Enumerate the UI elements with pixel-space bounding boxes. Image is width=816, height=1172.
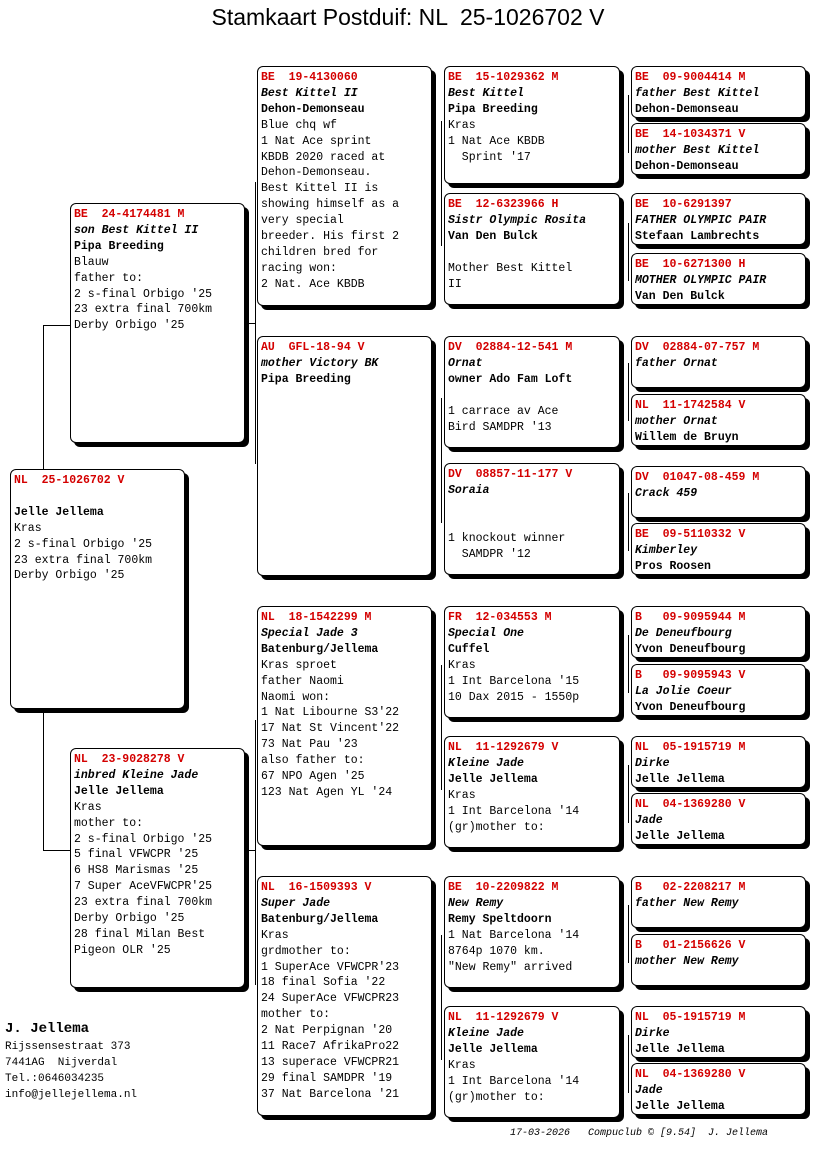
pigeon-card-gen4[interactable] (631, 253, 806, 305)
pigeon-spacer (448, 515, 616, 531)
pigeon-info-line: (gr)mother to: (448, 1090, 545, 1104)
pigeon-name: son Best Kittel II (74, 223, 199, 237)
pigeon-info-line: 8764p 1070 km. (448, 944, 545, 958)
pigeon-owner: Jelle Jellema (448, 772, 538, 786)
pigeon-info-line: Kras sproet (261, 658, 337, 672)
pigeon-ring-number: NL 11-1292679 V (448, 741, 559, 754)
pigeon-card-gen3[interactable] (444, 193, 620, 305)
breeder-phone: Tel.:0646034235 (5, 1073, 105, 1085)
pigeon-info-line: 2 s-final Orbigo '25 (74, 287, 213, 301)
pigeon-name: Super Jade (261, 896, 331, 910)
pigeon-ring-number: NL 04-1369280 V (635, 1068, 746, 1081)
pigeon-info-line: 10 Dax 2015 - 1550p (448, 690, 580, 704)
pigeon-ring-number: NL 16-1509393 V (261, 881, 372, 894)
breeder-city: 7441AG Nijverdal (5, 1057, 118, 1069)
pigeon-name: Kleine Jade (448, 1026, 524, 1040)
pigeon-info-line: 73 Nat Pau '23 (261, 738, 358, 752)
pigeon-ring-number: NL 23-9028278 V (74, 753, 185, 766)
pigeon-owner: Batenburg/Jellema (261, 912, 379, 926)
pigeon-info-line: II (448, 277, 462, 291)
pigeon-card-gen3[interactable] (444, 876, 620, 988)
pigeon-info-line: 24 SuperAce VFWCPR23 (261, 992, 400, 1006)
pigeon-card-subject[interactable] (10, 469, 185, 709)
pigeon-name: Dirke (635, 756, 670, 770)
pigeon-name: mother New Remy (635, 954, 739, 968)
pigeon-owner: Pipa Breeding (448, 102, 538, 116)
pigeon-name: father Ornat (635, 356, 718, 370)
connector-gen1a-stub (246, 323, 256, 324)
pigeon-info-line: (gr)mother to: (448, 820, 545, 834)
pigeon-ring-number: NL 05-1915719 M (635, 1011, 746, 1024)
pigeon-owner: Jelle Jellema (448, 1042, 538, 1056)
pigeon-card-gen3[interactable] (444, 463, 620, 575)
pigeon-info-line: Blauw (74, 255, 109, 269)
pigeon-card-gen4[interactable] (631, 66, 806, 118)
pigeon-info-line: 2 Nat Perpignan '20 (261, 1024, 393, 1038)
pigeon-owner: Dehon-Demonseau (261, 102, 365, 116)
pigeon-card-gen4[interactable] (631, 193, 806, 245)
pigeon-ring-number: FR 12-034553 M (448, 611, 552, 624)
pigeon-ring-number: BE 24-4174481 M (74, 208, 185, 221)
pigeon-ring-number: B 09-9095944 M (635, 611, 746, 624)
pigeon-info-line: Bird SAMDPR '13 (448, 420, 552, 434)
pigeon-spacer (448, 245, 616, 261)
pigeon-ring-number: NL 05-1915719 M (635, 741, 746, 754)
pigeon-ring-number: B 09-9095943 V (635, 669, 746, 682)
pigeon-card-gen4[interactable] (631, 736, 806, 788)
connector-gen3 (628, 363, 629, 421)
pigeon-info-line: 1 knockout winner (448, 531, 566, 545)
pigeon-ring-number: NL 18-1542299 M (261, 611, 372, 624)
pigeon-name: mother Victory BK (261, 356, 379, 370)
pigeon-info-line: 1 Nat Barcelona '14 (448, 928, 580, 942)
pigeon-info-line: Derby Orbigo '25 (74, 319, 185, 333)
pigeon-owner: Dehon-Demonseau (635, 102, 739, 116)
pigeon-info-line: Kras (448, 788, 476, 802)
pigeon-owner: Jelle Jellema (635, 772, 725, 786)
pigeon-owner: Cuffel (448, 642, 490, 656)
pigeon-info-line: 1 carrace av Ace (448, 404, 559, 418)
connector-gen0-bottom (43, 850, 71, 851)
pigeon-name: inbred Kleine Jade (74, 768, 199, 782)
pigeon-card-sire-dam[interactable] (257, 336, 432, 576)
pigeon-info-line: Naomi won: (261, 690, 331, 704)
breeder-email[interactable]: info@jellejellema.nl (5, 1089, 138, 1101)
pigeon-card-gen3[interactable] (444, 66, 620, 184)
pigeon-name: Best Kittel II (261, 86, 358, 100)
pigeon-owner: Jelle Jellema (635, 1099, 725, 1113)
pigeon-spacer (448, 499, 616, 515)
pigeon-info-line: Kras (74, 800, 102, 814)
pigeon-name: FATHER OLYMPIC PAIR (635, 213, 767, 227)
pigeon-ring-number: BE 14-1034371 V (635, 128, 746, 141)
pigeon-ring-number: DV 01047-08-459 M (635, 471, 760, 484)
pigeon-ring-number: DV 02884-12-541 M (448, 341, 573, 354)
pigeon-info-line: 67 NPO Agen '25 (261, 770, 365, 784)
pigeon-info-line: "New Remy" arrived (448, 960, 573, 974)
pigeon-info-line: grdmother to: (261, 944, 351, 958)
pigeon-name: La Jolie Coeur (635, 684, 732, 698)
pigeon-name: MOTHER OLYMPIC PAIR (635, 273, 767, 287)
pigeon-card-dam[interactable] (70, 748, 245, 988)
pigeon-owner: Pipa Breeding (74, 239, 164, 253)
connector-gen1b-stub (246, 850, 256, 851)
connector-gen2c (441, 665, 442, 790)
pigeon-name: Special One (448, 626, 524, 640)
pigeon-owner: Remy Speltdoorn (448, 912, 552, 926)
pigeon-info-line: KBDB 2020 raced at (261, 150, 386, 164)
pigeon-info-line: 1 Int Barcelona '15 (448, 674, 580, 688)
pigeon-info-line: Pigeon OLR '25 (74, 943, 171, 957)
pigeon-info-line: mother to: (261, 1008, 331, 1022)
pigeon-name: Dirke (635, 1026, 670, 1040)
pigeon-name: Ornat (448, 356, 483, 370)
pigeon-card-gen4[interactable] (631, 466, 806, 518)
pigeon-name: Soraia (448, 483, 490, 497)
breeder-name: J. Jellema (5, 1021, 90, 1037)
pigeon-name: New Remy (448, 896, 504, 910)
pigeon-info-line: 11 Race7 AfrikaPro22 (261, 1040, 400, 1054)
pigeon-info-line: showing himself as a (261, 198, 400, 212)
connector-gen2b (441, 398, 442, 523)
pigeon-info-line: 1 SuperAce VFWCPR'23 (261, 960, 400, 974)
pigeon-info-line: Best Kittel II is (261, 182, 379, 196)
pigeon-ring-number: BE 09-9004414 M (635, 71, 746, 84)
pigeon-ring-number: DV 02884-07-757 M (635, 341, 760, 354)
pigeon-info-line: 123 Nat Agen YL '24 (261, 785, 393, 799)
pigeon-owner: Jelle Jellema (14, 505, 104, 519)
pigeon-spacer (14, 489, 181, 505)
pigeon-info-line: Mother Best Kittel (448, 261, 573, 275)
connector-gen3 (628, 635, 629, 693)
connector-gen3 (628, 223, 629, 281)
pigeon-info-line: 2 s-final Orbigo '25 (74, 832, 213, 846)
pigeon-ring-number: BE 15-1029362 M (448, 71, 559, 84)
pigeon-info-line: 2 Nat. Ace KBDB (261, 277, 365, 291)
pigeon-ring-number: AU GFL-18-94 V (261, 341, 365, 354)
pigeon-info-line: Dehon-Demonseau. (261, 166, 372, 180)
pigeon-name: Jade (635, 813, 663, 827)
pigeon-info-line: very special (261, 214, 344, 228)
pigeon-owner: Willem de Bruyn (635, 430, 739, 444)
pigeon-name: mother Best Kittel (635, 143, 760, 157)
pigeon-owner: Jelle Jellema (635, 829, 725, 843)
pigeon-spacer (448, 388, 616, 404)
breeder-info (5, 1019, 137, 1103)
pigeon-card-gen4[interactable] (631, 523, 806, 575)
pigeon-info-line: Sprint '17 (448, 150, 531, 164)
pigeon-card-gen4[interactable] (631, 876, 806, 928)
pigeon-card-gen4[interactable] (631, 664, 806, 716)
pigeon-info-line: 2 s-final Orbigo '25 (14, 537, 153, 551)
pigeon-ring-number: BE 19-4130060 (261, 71, 358, 84)
pigeon-card-sire-sire[interactable] (257, 66, 432, 306)
pigeon-ring-number: BE 10-6271300 H (635, 258, 746, 271)
pigeon-info-line: 7 Super AceVFWCPR'25 (74, 880, 213, 894)
pigeon-info-line: Blue chq wf (261, 118, 337, 132)
pigeon-name: Crack 459 (635, 486, 698, 500)
pigeon-owner: Yvon Deneufbourg (635, 642, 746, 656)
pigeon-name: father New Remy (635, 896, 739, 910)
pigeon-info-line: 29 final SAMDPR '19 (261, 1071, 393, 1085)
pigeon-name: Kimberley (635, 543, 698, 557)
pigeon-owner: Dehon-Demonseau (635, 159, 739, 173)
pigeon-ring-number: B 02-2208217 M (635, 881, 746, 894)
pigeon-info-line: Kras (448, 658, 476, 672)
pigeon-info-line: 1 Int Barcelona '14 (448, 804, 580, 818)
pigeon-ring-number: DV 08857-11-177 V (448, 468, 573, 481)
pigeon-info-line: 5 final VFWCPR '25 (74, 848, 199, 862)
connector-gen1b (255, 720, 256, 985)
footer-credit: 17-03-2026 Compuclub © [9.54] J. Jellema (510, 1128, 769, 1139)
pigeon-card-gen4[interactable] (631, 1006, 806, 1058)
pigeon-name: Jade (635, 1083, 663, 1097)
pigeon-card-gen3[interactable] (444, 606, 620, 718)
pigeon-ring-number: BE 10-6291397 (635, 198, 732, 211)
pigeon-owner: Van Den Bulck (635, 289, 725, 303)
pigeon-card-gen4[interactable] (631, 336, 806, 388)
pigeon-card-gen4[interactable] (631, 394, 806, 446)
pigeon-ring-number: BE 09-5110332 V (635, 528, 746, 541)
pigeon-ring-number: NL 11-1742584 V (635, 399, 746, 412)
pigeon-info-line: mother to: (74, 816, 144, 830)
connector-gen0-top (43, 325, 71, 326)
pigeon-info-line: 1 Nat Ace sprint (261, 134, 372, 148)
pigeon-name: mother Ornat (635, 414, 718, 428)
pigeon-name: Kleine Jade (448, 756, 524, 770)
pigeon-info-line: breeder. His first 2 (261, 230, 400, 244)
pigeon-info-line: Kras (261, 928, 289, 942)
connector-gen2a (441, 121, 442, 246)
pigeon-info-line: children bred for (261, 245, 379, 259)
pigeon-owner: Jelle Jellema (74, 784, 164, 798)
pigeon-info-line: 13 superace VFWCPR21 (261, 1055, 400, 1069)
pigeon-ring-number: NL 11-1292679 V (448, 1011, 559, 1024)
breeder-street: Rijssensestraat 373 (5, 1041, 131, 1053)
pigeon-info-line: Derby Orbigo '25 (14, 569, 125, 583)
pigeon-ring-number: BE 12-6323966 H (448, 198, 559, 211)
pigeon-name: Special Jade 3 (261, 626, 358, 640)
pigeon-owner: Yvon Deneufbourg (635, 700, 746, 714)
pigeon-info-line: 17 Nat St Vincent'22 (261, 722, 400, 736)
pigeon-info-line: also father to: (261, 754, 365, 768)
pigeon-info-line: 28 final Milan Best (74, 927, 206, 941)
pigeon-info-line: 1 Int Barcelona '14 (448, 1074, 580, 1088)
connector-gen3 (628, 95, 629, 153)
pigeon-owner: Van Den Bulck (448, 229, 538, 243)
pigeon-owner: Pipa Breeding (261, 372, 351, 386)
pigeon-owner: Jelle Jellema (635, 1042, 725, 1056)
pigeon-owner: owner Ado Fam Loft (448, 372, 573, 386)
connector-gen3 (628, 905, 629, 963)
pigeon-info-line: 37 Nat Barcelona '21 (261, 1087, 400, 1101)
pigeon-info-line: 18 final Sofia '22 (261, 976, 386, 990)
pigeon-info-line: 23 extra final 700km (74, 303, 213, 317)
pigeon-info-line: 6 HS8 Marismas '25 (74, 864, 199, 878)
pigeon-card-gen3[interactable] (444, 736, 620, 848)
pigeon-card-gen3[interactable] (444, 336, 620, 448)
pigeon-info-line: 1 Nat Ace KBDB (448, 134, 545, 148)
pigeon-ring-number: B 01-2156626 V (635, 939, 746, 952)
pigeon-card-gen4[interactable] (631, 934, 806, 986)
pigeon-info-line: Derby Orbigo '25 (74, 912, 185, 926)
pigeon-info-line: father to: (74, 271, 144, 285)
pigeon-info-line: SAMDPR '12 (448, 547, 531, 561)
pigeon-card-gen4[interactable] (631, 606, 806, 658)
pigeon-card-gen4[interactable] (631, 793, 806, 845)
pigeon-info-line: Kras (448, 1058, 476, 1072)
pigeon-info-line: racing won: (261, 261, 337, 275)
pigeon-owner: Batenburg/Jellema (261, 642, 379, 656)
pigeon-card-dam-dam[interactable] (257, 876, 432, 1116)
pigeon-info-line: 1 Nat Libourne S3'22 (261, 706, 400, 720)
pigeon-info-line: father Naomi (261, 674, 344, 688)
pigeon-name: father Best Kittel (635, 86, 760, 100)
page-title: Stamkaart Postduif: NL 25-1026702 V (211, 4, 605, 30)
connector-gen2d (441, 935, 442, 1060)
pigeon-card-sire[interactable] (70, 203, 245, 443)
pigeon-card-gen4[interactable] (631, 1063, 806, 1115)
pigeon-info-line: 23 extra final 700km (14, 553, 153, 567)
pigeon-name: Best Kittel (448, 86, 524, 100)
pigeon-info-line: 23 extra final 700km (74, 896, 213, 910)
pigeon-info-line: Kras (14, 521, 42, 535)
pigeon-name: De Deneufbourg (635, 626, 732, 640)
pigeon-name: Sistr Olympic Rosita (448, 213, 587, 227)
pigeon-owner: Stefaan Lambrechts (635, 229, 760, 243)
pigeon-ring-number: BE 10-2209822 M (448, 881, 559, 894)
pigeon-card-dam-sire[interactable] (257, 606, 432, 846)
pigeon-card-gen4[interactable] (631, 123, 806, 175)
pigeon-owner: Pros Roosen (635, 559, 711, 573)
pigeon-card-gen3[interactable] (444, 1006, 620, 1118)
connector-gen3 (628, 765, 629, 823)
pigeon-ring-number: NL 04-1369280 V (635, 798, 746, 811)
pigeon-ring-number: NL 25-1026702 V (14, 474, 125, 487)
connector-gen3 (628, 493, 629, 551)
pigeon-info-line: Kras (448, 118, 476, 132)
connector-gen3 (628, 1035, 629, 1093)
